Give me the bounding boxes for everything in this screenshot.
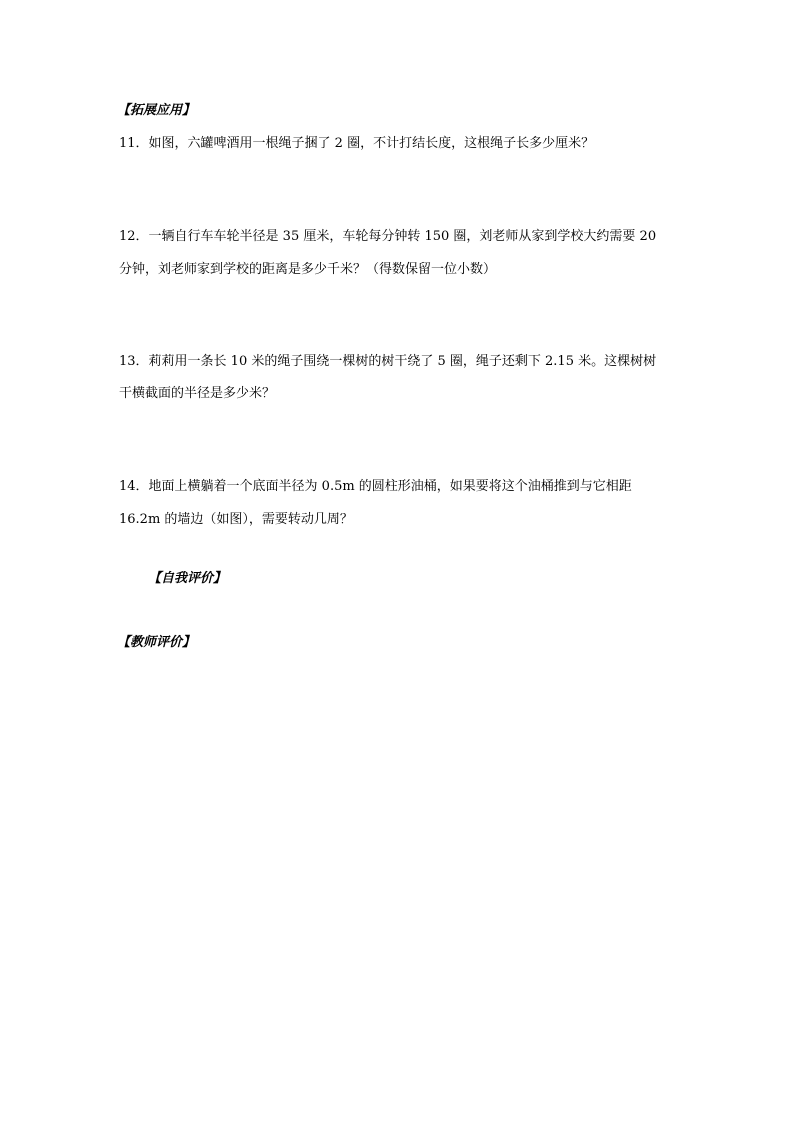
- question-14-line-2: 16.2m 的墙边（如图），需要转动几周？: [119, 512, 353, 527]
- question-12-line-1: 12．一辆自行车车轮半径是 35 厘米，车轮每分钟转 150 圈，刘老师从家到学校大约需要 20: [119, 229, 657, 244]
- question-13-line-2: 干横截面的半径是多少米？: [119, 386, 276, 401]
- question-12-line-2: 分钟，刘老师家到学校的距离是多少千米？（得数保留一位小数）: [119, 262, 497, 277]
- question-11-line-1: 11．如图，六罐啤酒用一根绳子捆了 2 圈，不计打结长度，这根绳子长多少厘米？: [119, 136, 595, 151]
- question-13-line-1: 13．莉莉用一条长 10 米的绳子围绕一棵树的树干绕了 5 圈，绳子还剩下 2.15 米。这棵树树: [119, 354, 657, 369]
- extension-heading: 【拓展应用】: [117, 103, 196, 118]
- teacher-evaluation-heading: 【教师评价】: [117, 635, 196, 650]
- question-14-line-1: 14．地面上横躺着一个底面半径为 0.5m 的圆柱形油桶，如果要将这个油桶推到与它相距: [119, 479, 632, 494]
- self-evaluation-heading: 【自我评价】: [148, 571, 227, 586]
